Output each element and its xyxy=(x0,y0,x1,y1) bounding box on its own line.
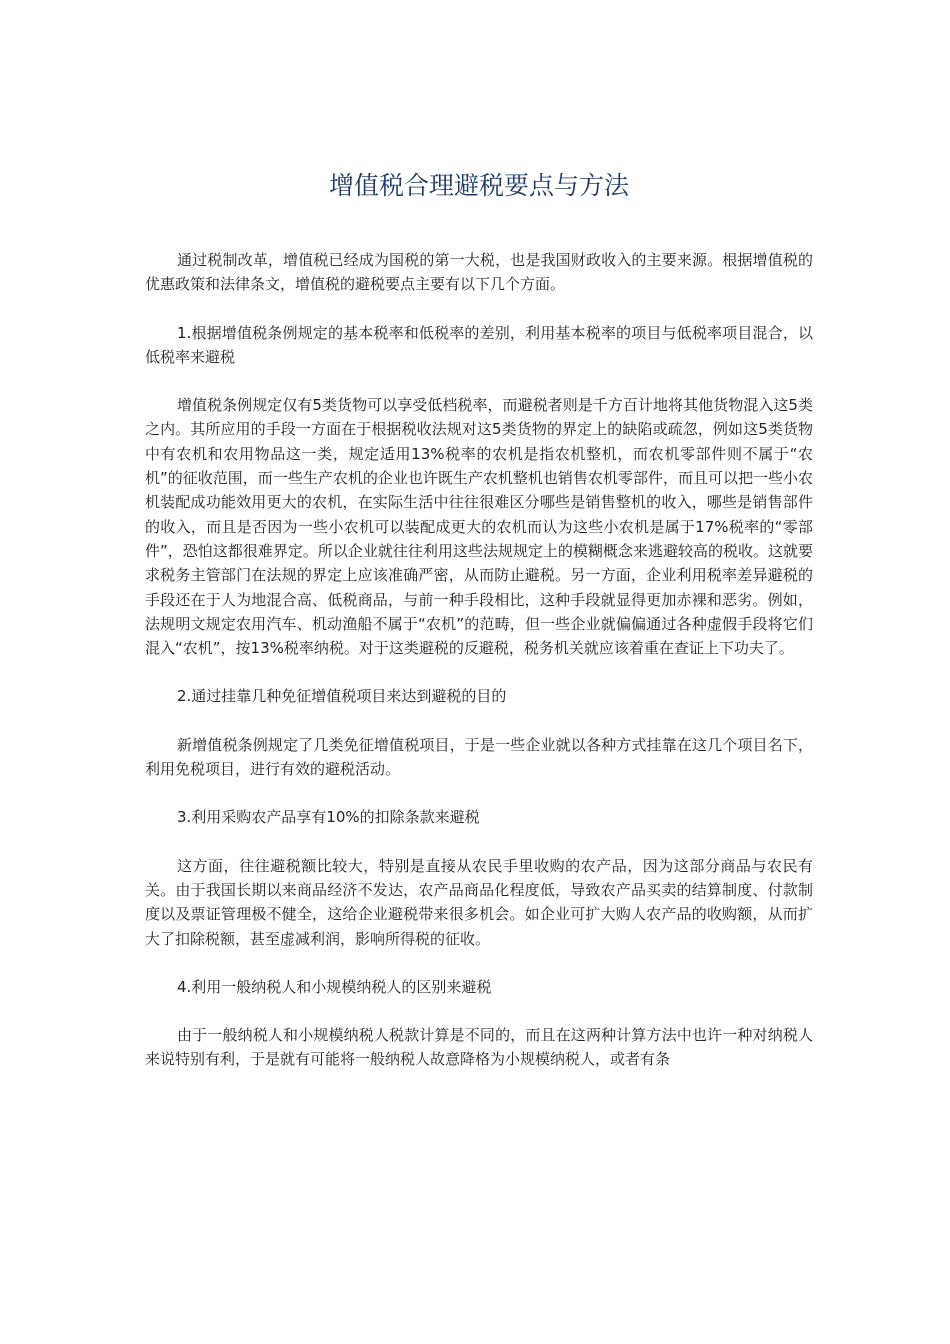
section-1-heading: 1.根据增值税条例规定的基本税率和低税率的差别，利用基本税率的项目与低税率项目混合，以低税率来避税 xyxy=(145,323,813,366)
intro-paragraph: 通过税制改革，增值税已经成为国税的第一大税，也是我国财政收入的主要来源。根据增值税的优惠政策和法律条文，增值税的避税要点主要有以下几个方面。 xyxy=(145,251,813,294)
section-2-body: 新增值税条例规定了几类免征增值税项目，于是一些企业就以各种方式挂靠在这几个项目名下，利用免税项目，进行有效的避税活动。 xyxy=(145,735,813,779)
document-title: 增值税合理避税要点与方法 xyxy=(328,171,629,200)
section-4-heading: 4.利用一般纳税人和小规模纳税人的区别来避税 xyxy=(177,977,492,996)
document-page xyxy=(145,168,813,1096)
section-3-body: 这方面，往往避税额比较大，特别是直接从农民手里收购的农产品，因为这部分商品与农民有关。由于我国长期以来商品经济不发达，农产品商品化程度低，导致农产品买卖的结算制度、付款制度以及票证管理极不健全，这给企业避税带来很多机会。如企业可扩大购人农产品的收购额，从而扩大了扣除税额，甚至虚减利润，影响所得税的征收。 xyxy=(145,856,813,948)
section-3-heading: 3.利用采购农产品享有10%的扣除条款来避税 xyxy=(177,808,480,827)
section-1-body: 增值税条例规定仅有5类货物可以享受低档税率，而避税者则是千方百计地将其他货物混入这5类之内。其所应用的手段一方面在于根据税收法规对这5类货物的界定上的缺陷或疏忽，例如这5类货物中有农机和农用物品这一类，规定适用13%税率的农机是指农机整机，而农机零部件则不属于“农机”的征收范围，而一些生产农机的企业也许既生产农机整机也销售农机零部件，而且可以把一些小农机装配成功能效用更大的农机，在实际生活中往往很难区分哪些是销售整机的收入，哪些是销售部件的收入，而且是否因为一些小农机可以装配成更大的农机而认为这些小农机是属于17%税率的“零部件”，恐怕这都很难界定。所以企业就往往利用这些法规规定上的模糊概念来逃避较高的税收。这就要求税务主管部门在法规的界定上应该准确严密，从而防止避税。另一方面，企业利用税率差异避税的手段还在于人为地混合高、低税商品，与前一种手段相比，这种手段就显得更加赤裸和恶劣。例如，法规明文规定农用汽车、机动渔船不属于“农机”的范畴，但一些企业就偏偏通过各种虚假手段将它们混入“农机”，按13%税率纳税。对于这类避税的反避税，税务机关就应该着重在查证上下功夫了。 xyxy=(145,396,813,658)
section-4-body: 由于一般纳税人和小规模纳税人税款计算是不同的，而且在这两种计算方法中也许一种对纳税人来说特别有利，于是就有可能将一般纳税人故意降格为小规模纳税人，或者有条 xyxy=(145,1026,813,1069)
section-2-heading: 2.通过挂靠几种免征增值税项目来达到避税的目的 xyxy=(177,687,507,706)
